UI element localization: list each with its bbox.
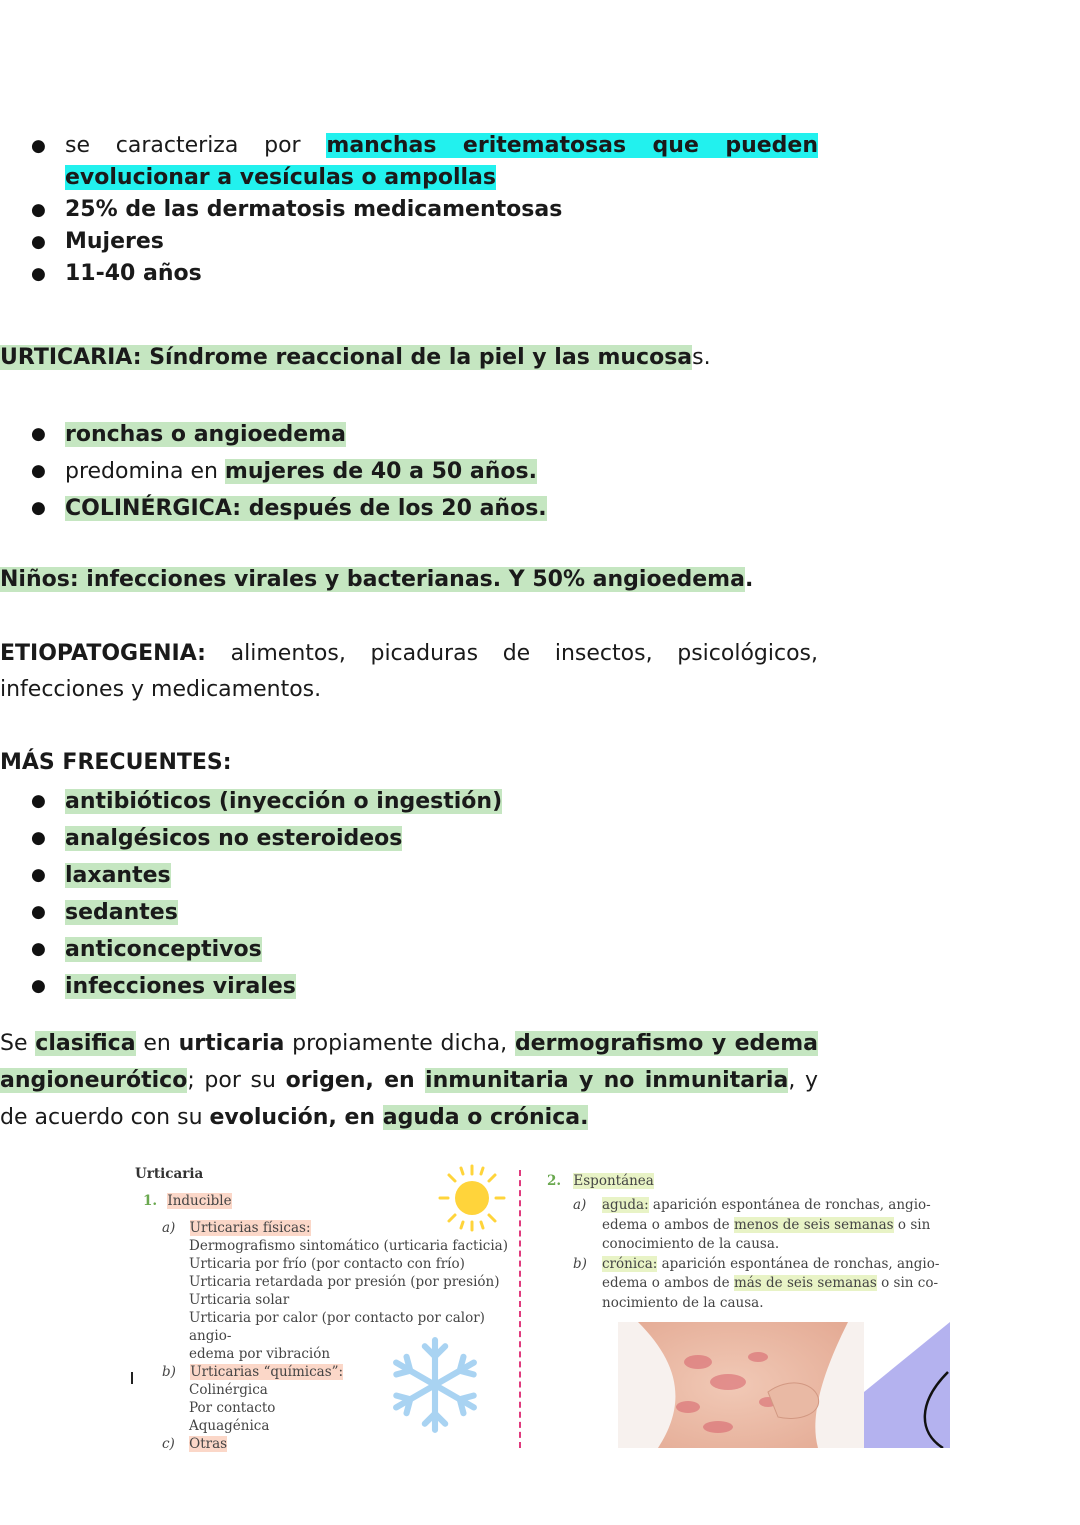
list-item: Urticaria solar: [189, 1292, 290, 1308]
list-item: ● COLINÉRGICA: después de los 20 años.: [65, 490, 818, 527]
list-item: ● Mujeres: [65, 226, 818, 258]
list-item: ● infecciones virales: [65, 968, 818, 1005]
snowflake-icon: [384, 1334, 486, 1436]
clasificacion-paragraph: Se clasifica en urticaria propiamente dicha, dermografismo y edema angioneurótico; por su origen, en inmunitaria y no inmunitaria, y de acuerdo con su evolución, en aguda o crónica.: [0, 1031, 818, 1130]
list-item: ● anticonceptivos: [65, 931, 818, 968]
top-bullet-list: [0, 130, 818, 290]
cronica-block: b) crónica: aparición espontánea de ronchas, angio- edema o ambos de más de seis semanas o sin co- nocimiento de la causa.: [573, 1255, 940, 1311]
etiopatogenia-paragraph: ETIOPATOGENIA: alimentos, picaduras de insectos, psicológicos, infecciones y medicamentos.: [0, 641, 818, 702]
list-item: ● antibióticos (inyección o ingestión): [65, 783, 818, 820]
list-item: Por contacto: [189, 1400, 276, 1416]
aguda-block: a) aguda: aparición espontánea de ronchas, angio- edema o ambos de menos de seis semanas o sin conocimiento de la causa.: [573, 1197, 931, 1252]
figure-right-espontanea: [547, 1172, 947, 1313]
list-item: ● sedantes: [65, 894, 818, 931]
list-item: Urticaria por calor (por contacto por calor) angio-: [189, 1310, 485, 1344]
urticaria-bullet-list: [0, 416, 818, 527]
highlight-text: manchas eritematosas que pueden evolucionar a vesículas o ampollas: [65, 133, 819, 190]
list-item: Colinérgica: [189, 1382, 268, 1398]
urticaria-heading: URTICARIA: Síndrome reaccional de la piel y las mucosas.: [0, 345, 711, 370]
ninos-paragraph: Niños: infecciones virales y bacterianas. Y 50% angioedema.: [0, 567, 754, 592]
skin-rash-photo: [618, 1322, 950, 1448]
list-item: Dermografismo sintomático (urticaria facticia): [189, 1238, 508, 1254]
frecuentes-heading: MÁS FRECUENTES:: [0, 750, 232, 775]
list-item: ● laxantes: [65, 857, 818, 894]
list-item: ● 25% de las dermatosis medicamentosas: [65, 194, 818, 226]
list-item: ● se caracteriza por manchas eritematosas que pueden evolucionar a vesículas o ampollas: [65, 130, 818, 194]
frecuentes-list: [0, 783, 818, 1005]
list-item: ● analgésicos no esteroideos: [65, 820, 818, 857]
list-item: Aquagénica: [189, 1418, 270, 1434]
espontanea-row: 2. Espontánea: [547, 1173, 654, 1189]
list-item: ● predomina en mujeres de 40 a 50 años.: [65, 453, 818, 490]
inducible-row: 1. Inducible: [143, 1193, 232, 1209]
figure-divider: [519, 1170, 521, 1448]
list-item: ● ronchas o angioedema: [65, 416, 818, 453]
margin-mark: [131, 1372, 133, 1384]
sun-icon: [432, 1160, 512, 1240]
list-item: Urticaria retardada por presión (por presión): [189, 1274, 500, 1290]
list-item: ● 11-40 años: [65, 258, 818, 290]
figure-title: Urticaria: [135, 1166, 204, 1182]
fisicas-block: a) Urticarias físicas: Dermografismo sintomático (urticaria facticia) Urticaria por frío (por contacto con frío) Urticaria retardada por presión (por presión) Urticaria solar Urticaria por calor (por contacto por calor) angio- edema por vibración b) Urticarias “químicas”: Colinérgica Por contacto Aquagénica c) Otras: [135, 1219, 515, 1453]
list-item: Urticaria por frío (por contacto con frío): [189, 1256, 465, 1272]
list-item: edema por vibración: [189, 1346, 331, 1362]
